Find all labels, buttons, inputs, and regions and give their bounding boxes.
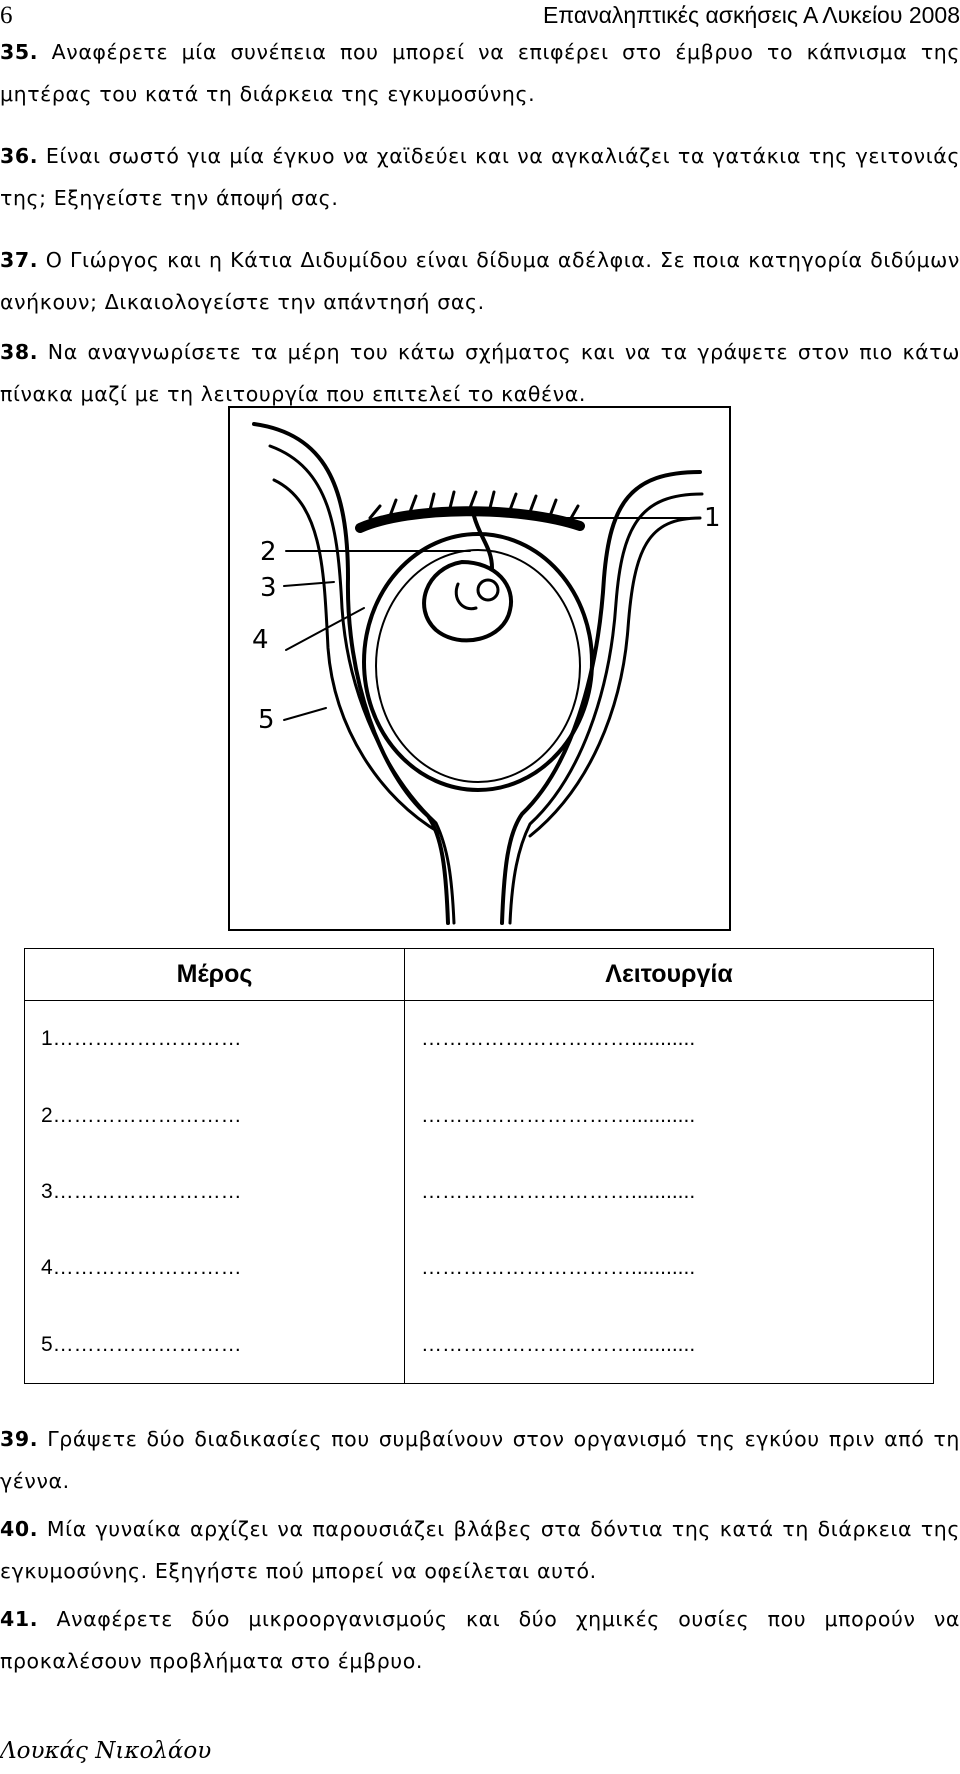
question-text: Ο Γιώργος και η Κάτια Διδυμίδου είναι δίδυμα αδέλφια. Σε ποια κατηγορία διδύμων ανήκουν; Δικαιολογείστε την απάντησή σας. [0,248,960,314]
question-37 [0,239,960,323]
question-text: Αναφέρετε μία συνέπεια που μπορεί να επιφέρει στο έμβρυο το κάπνισμα της μητέρας του κατά τη διάρκεια της εγκυμοσύνης. [0,40,960,106]
part-cell[interactable]: 5……………………… [25,1307,405,1384]
figure-label-2: 2 [260,537,277,567]
question-text: Μία γυναίκα αρχίζει να παρουσιάζει βλάβες στα δόντια της κατά τη διάρκεια της εγκυμοσύνης. Εξηγήστε πού μπορεί να οφείλεται αυτό. [0,1517,960,1583]
question-text: Αναφέρετε δύο μικροοργανισμούς και δύο χημικές ουσίες που μπορούν να προκαλέσουν προβλήματα στο έμβρυο. [0,1607,960,1673]
figure-label-1: 1 [704,503,721,533]
question-41 [0,1598,960,1682]
question-36 [0,135,960,219]
function-cell[interactable]: …………………………........... [405,1154,934,1230]
figure-label-5: 5 [258,705,275,735]
parts-table [24,948,934,1384]
function-cell[interactable]: …………………………........... [405,1230,934,1306]
question-40 [0,1508,960,1592]
part-cell[interactable]: 1……………………… [25,1000,405,1077]
page-number: 6 [0,2,13,29]
question-number: 35. [0,40,39,64]
part-cell[interactable]: 4……………………… [25,1230,405,1306]
function-cell[interactable]: …………………………........... [405,1000,934,1077]
figure-label-4: 4 [252,625,269,655]
uterus-diagram [228,406,731,931]
question-number: 36. [0,144,39,168]
question-text: Γράψετε δύο διαδικασίες που συμβαίνουν στον οργανισμό της εγκύου πριν από τη γέννα. [0,1427,960,1493]
part-cell[interactable]: 2……………………… [25,1077,405,1153]
question-35 [0,31,960,115]
question-number: 39. [0,1427,39,1451]
question-text: Είναι σωστό για μία έγκυο να χαϊδεύει και να αγκαλιάζει τα γατάκια της γειτονιάς της; Εξηγείστε την άποψή σας. [0,144,960,210]
question-number: 38. [0,340,39,364]
question-number: 37. [0,248,39,272]
question-38 [0,331,960,415]
header-part: Μέρος [25,949,405,1001]
function-cell[interactable]: …………………………........... [405,1307,934,1384]
question-number: 41. [0,1607,39,1631]
author-footer: Λουκάς Νικολάου [0,1738,212,1764]
table-row [25,1077,934,1153]
question-text: Να αναγνωρίσετε τα μέρη του κάτω σχήματος και να τα γράψετε στον πιο κάτω πίνακα μαζί με τη λειτουργία που επιτελεί το καθένα. [0,340,960,406]
function-cell[interactable]: …………………………........... [405,1077,934,1153]
table-row [25,1230,934,1306]
table-row [25,1154,934,1230]
header-function: Λειτουργία [405,949,934,1001]
figure-label-3: 3 [260,573,277,603]
page-header-title: Επαναληπτικές ασκήσεις Α Λυκείου 2008 [542,2,960,28]
part-cell[interactable]: 3……………………… [25,1154,405,1230]
question-39 [0,1418,960,1502]
table-row [25,1000,934,1077]
table-row [25,1307,934,1384]
table-header-row [25,949,934,1001]
uterus-drawing [230,408,729,929]
question-number: 40. [0,1517,39,1541]
